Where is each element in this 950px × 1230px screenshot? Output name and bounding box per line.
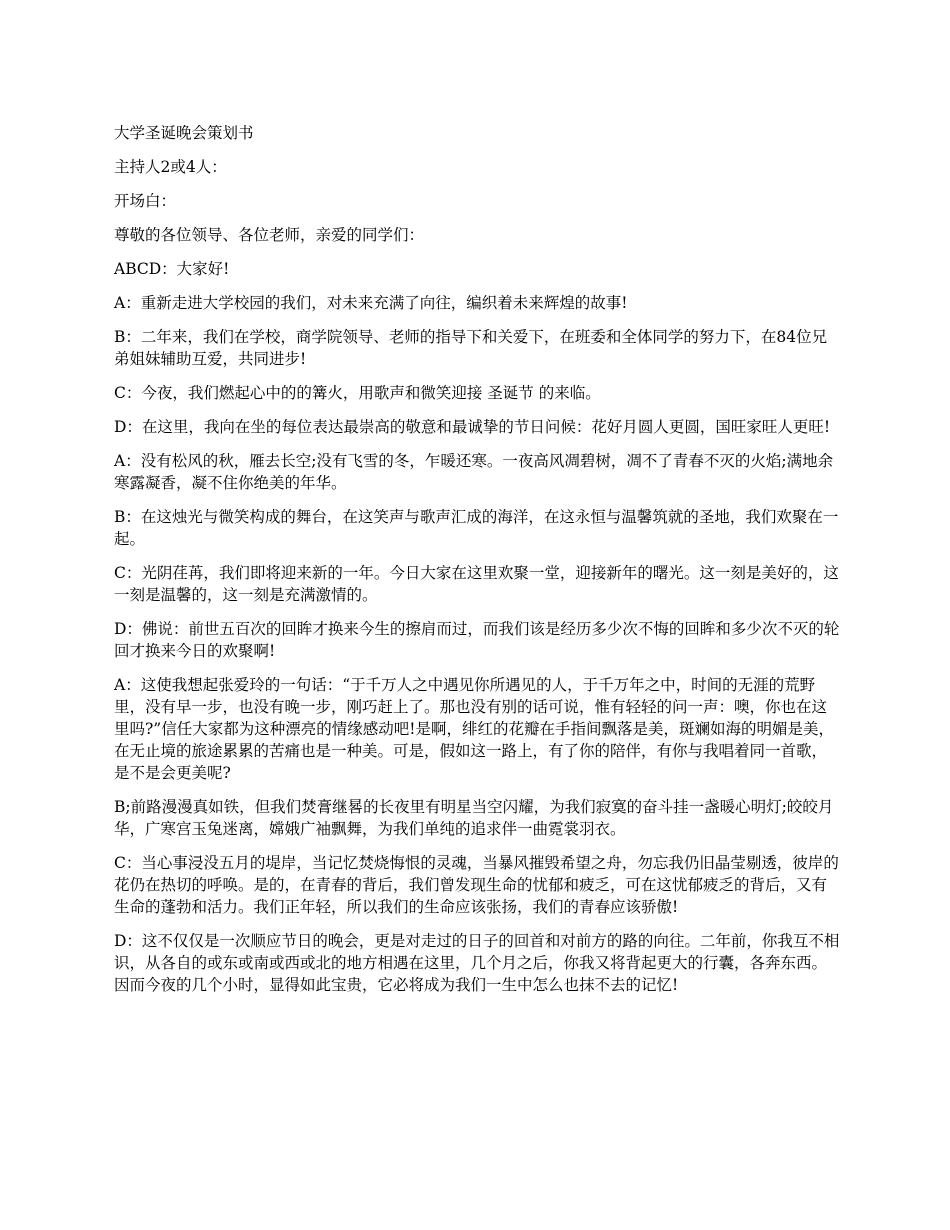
paragraph-a-2: A：没有松风的秋，雁去长空;没有飞雪的冬，乍暖还寒。一夜高风凋碧树，凋不了青春不灭的火焰;满地余寒露凝香，凝不住你绝美的年华。 bbox=[114, 452, 834, 492]
paragraph-opening-label: 开场白： bbox=[114, 192, 177, 210]
paragraph-b-1: B：二年来，我们在学校，商学院领导、老师的指导下和关爱下，在班委和全体同学的努力下，在84位兄弟姐妹辅助互爱，共同进步! bbox=[114, 328, 828, 368]
paragraph-hosts: 主持人2或4人： bbox=[114, 158, 227, 176]
document-page bbox=[114, 122, 840, 1008]
paragraph-d-2: D：佛说：前世五百次的回眸才换来今生的擦肩而过，而我们该是经历多少次不悔的回眸和多少次不灭的轮回才换来今日的欢聚啊! bbox=[114, 620, 840, 660]
paragraph-c-3: C：当心事浸没五月的堤岸，当记忆焚烧悔恨的灵魂，当暴风摧毁希望之舟，勿忘我仍旧晶莹剔透，彼岸的花仍在热切的呼唤。是的，在青春的背后，我们曾发现生命的忧郁和疲乏，可在这忧郁疲乏的背后，又有生命的蓬勃和活力。我们正年轻，所以我们的生命应该张扬，我们的青春应该骄傲! bbox=[114, 854, 839, 916]
paragraph-a-1: A：重新走进大学校园的我们，对未来充满了向往，编织着未来辉煌的故事! bbox=[114, 294, 628, 312]
paragraph-b-3: B;前路漫漫真如铁，但我们焚膏继晷的长夜里有明星当空闪耀，为我们寂寞的奋斗挂一盏暖心明灯;皎皎月华，广寒宫玉兔迷离，嫦娥广袖飘舞，为我们单纯的追求伴一曲霓裳羽衣。 bbox=[114, 798, 834, 838]
paragraph-a-3: A：这使我想起张爱玲的一句话：“于千万人之中遇见你所遇见的人，于千万年之中，时间的无涯的荒野里，没有早一步，也没有晚一步，刚巧赶上了。那也没有别的话可说，惟有轻轻的问一声：噢，你也在这里吗?”信任大家都为这种漂亮的情缘感动吧!是啊，绯红的花瓣在手指间飘落是美，斑斓如海的明媚是美，在无止境的旅途累累的苦痛也是一种美。可是，假如这一路上，有了你的陪伴，有你与我唱着同一首歌，是不是会更美呢? bbox=[114, 676, 834, 782]
paragraph-c-2: C：光阴荏苒，我们即将迎来新的一年。今日大家在这里欢聚一堂，迎接新年的曙光。这一刻是美好的，这一刻是温馨的，这一刻是充满激情的。 bbox=[114, 564, 839, 604]
paragraph-c-1: C：今夜，我们燃起心中的的篝火，用歌声和微笑迎接 圣诞节 的来临。 bbox=[114, 384, 601, 402]
paragraph-d-3: D：这不仅仅是一次顺应节日的晚会，更是对走过的日子的回首和对前方的路的向往。二年前，你我互不相识，从各自的或东或南或西或北的地方相遇在这里，几个月之后，你我又将背起更大的行囊，各奔东西。因而今夜的几个小时，显得如此宝贵，它必将成为我们一生中怎么也抹不去的记忆! bbox=[114, 932, 840, 994]
paragraph-b-2: B：在这烛光与微笑构成的舞台，在这笑声与歌声汇成的海洋，在这永恒与温馨筑就的圣地，我们欢聚在一起。 bbox=[114, 508, 839, 548]
paragraph-greeting: 尊敬的各位领导、各位老师，亲爱的同学们： bbox=[114, 226, 425, 244]
paragraph-abcd: ABCD：大家好! bbox=[114, 260, 230, 278]
paragraph-d-1: D：在这里，我向在坐的每位表达最崇高的敬意和最诚挚的节日问候：花好月圆人更圆，国旺家旺人更旺! bbox=[114, 418, 831, 436]
document-title: 大学圣诞晚会策划书 bbox=[114, 124, 254, 142]
